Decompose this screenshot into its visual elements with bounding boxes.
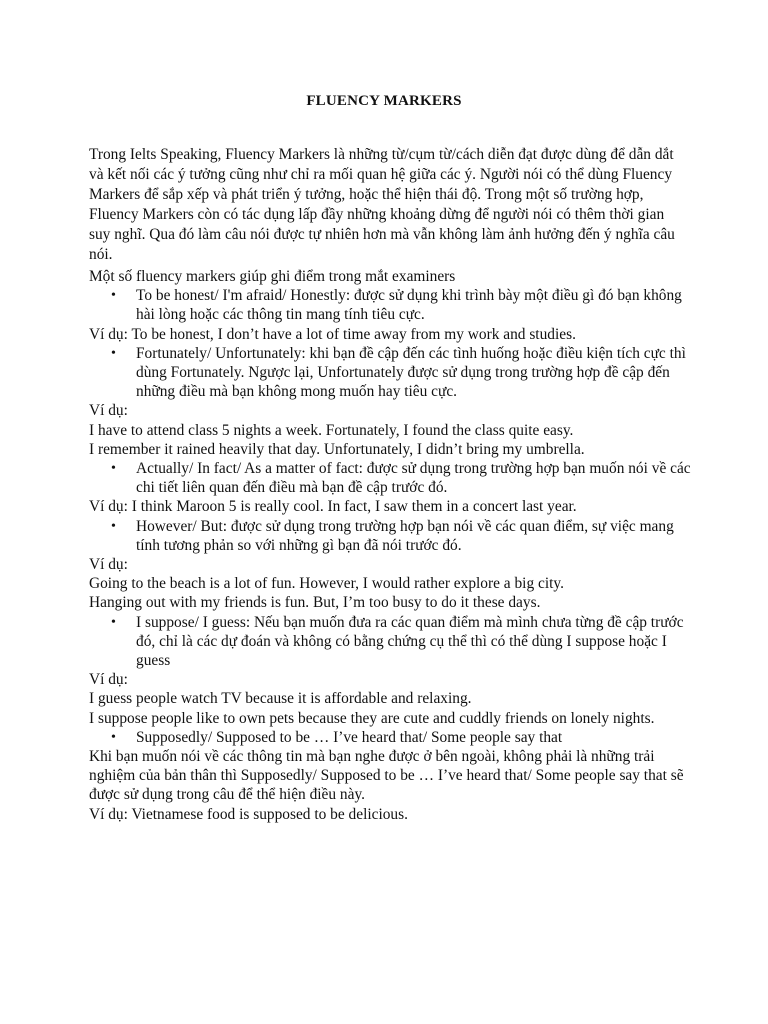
example-line: Going to the beach is a lot of fun. However, I would rather explore a big city. <box>89 575 564 593</box>
markers-lead-line: Một số fluency markers giúp ghi điểm trong mắt examiners <box>89 268 456 285</box>
marker-bullet-text: Supposedly/ Supposed to be … I’ve heard that/ Some people say that <box>136 728 563 746</box>
example-line: Ví dụ: To be honest, I don’t have a lot of time away from my work and studies. <box>89 325 576 343</box>
example-line: I remember it rained heavily that day. Unfortunately, I didn’t bring my umbrella. <box>89 440 585 458</box>
example-line: Ví dụ: <box>89 556 128 574</box>
marker-bullet-text: Fortunately/ Unfortunately: khi bạn đề cập đến các tình huống hoặc điều kiện tích cực thì dùng Fortunately. Ngược lại, Unfortunately được sử dụng trong trường hợp đề cập đến những điều mà bạn không mong muốn hay tiêu cực. <box>136 344 686 401</box>
example-line: Khi bạn muốn nói về các thông tin mà bạn nghe được ở bên ngoài, không phải là những trải nghiệm của bản thân thì Supposedly/ Supposed to be … I’ve heard that/ Some people say that sẽ được sử dụng trong câu để thể hiện điều này. <box>89 748 684 804</box>
example-line: Ví dụ: Vietnamese food is supposed to be delicious. <box>89 805 408 823</box>
document-body <box>89 267 699 824</box>
marker-bullet-text: To be honest/ I'm afraid/ Honestly: được sử dụng khi trình bày một điều gì đó bạn không hài lòng hoặc các thông tin mang tính tiêu cực. <box>136 287 682 324</box>
marker-bullet-text: Actually/ In fact/ As a matter of fact: được sử dụng trong trường hợp bạn muốn nói về các chi tiết liên quan đến điều mà bạn đề cập trước đó. <box>136 460 691 497</box>
marker-bullet-text: I suppose/ I guess: Nếu bạn muốn đưa ra các quan điểm mà mình chưa từng đề cập trước đó, chỉ là các dự đoán và không có bằng chứng cụ thể thì có thể dùng I suppose hoặc I guess <box>136 613 684 670</box>
example-line: I suppose people like to own pets because they are cute and cuddly friends on lonely nights. <box>89 709 655 727</box>
marker-bullet-item <box>89 613 699 671</box>
marker-bullet-item <box>89 459 699 497</box>
intro-paragraph: Trong Ielts Speaking, Fluency Markers là những từ/cụm từ/cách diễn đạt được dùng để dẫn dắt và kết nối các ý tưởng cũng như chỉ ra mối quan hệ giữa các ý. Người nói có thể dùng Fluency Markers để sắp xếp và phát triển ý tưởng, hoặc thể hiện thái độ. Trong một số trường hợp, Fluency Markers còn có tác dụng lấp đầy những khoảng dừng để người nói có thêm thời gian suy nghĩ. Qua đó làm câu nói được tự nhiên hơn mà vẫn không làm ảnh hưởng đến ý nghĩa câu nói. <box>89 146 675 264</box>
document-title: FLUENCY MARKERS <box>306 93 462 109</box>
example-line: Ví dụ: I think Maroon 5 is really cool. In fact, I saw them in a concert last year. <box>89 498 577 516</box>
example-line: I guess people watch TV because it is affordable and relaxing. <box>89 690 472 708</box>
example-line: I have to attend class 5 nights a week. Fortunately, I found the class quite easy. <box>89 421 574 439</box>
bullet-dot-icon: • <box>111 614 116 630</box>
example-line: Hanging out with my friends is fun. But, I’m too busy to do it these days. <box>89 594 541 612</box>
bullet-dot-icon: • <box>111 345 116 361</box>
bullet-dot-icon: • <box>111 729 116 745</box>
example-line: Ví dụ: <box>89 402 128 420</box>
bullet-dot-icon: • <box>111 461 116 477</box>
marker-bullet-item <box>89 728 699 747</box>
bullet-dot-icon: • <box>111 518 116 534</box>
marker-bullet-item <box>89 517 699 555</box>
marker-bullet-item <box>89 344 699 402</box>
marker-bullet-item <box>89 286 699 324</box>
marker-bullet-text: However/ But: được sử dụng trong trường hợp bạn nói về các quan điểm, sự việc mang tính tương phản so với những gì bạn đã nói trước đó. <box>136 517 674 554</box>
bullet-dot-icon: • <box>111 288 116 304</box>
example-line: Ví dụ: <box>89 671 128 689</box>
